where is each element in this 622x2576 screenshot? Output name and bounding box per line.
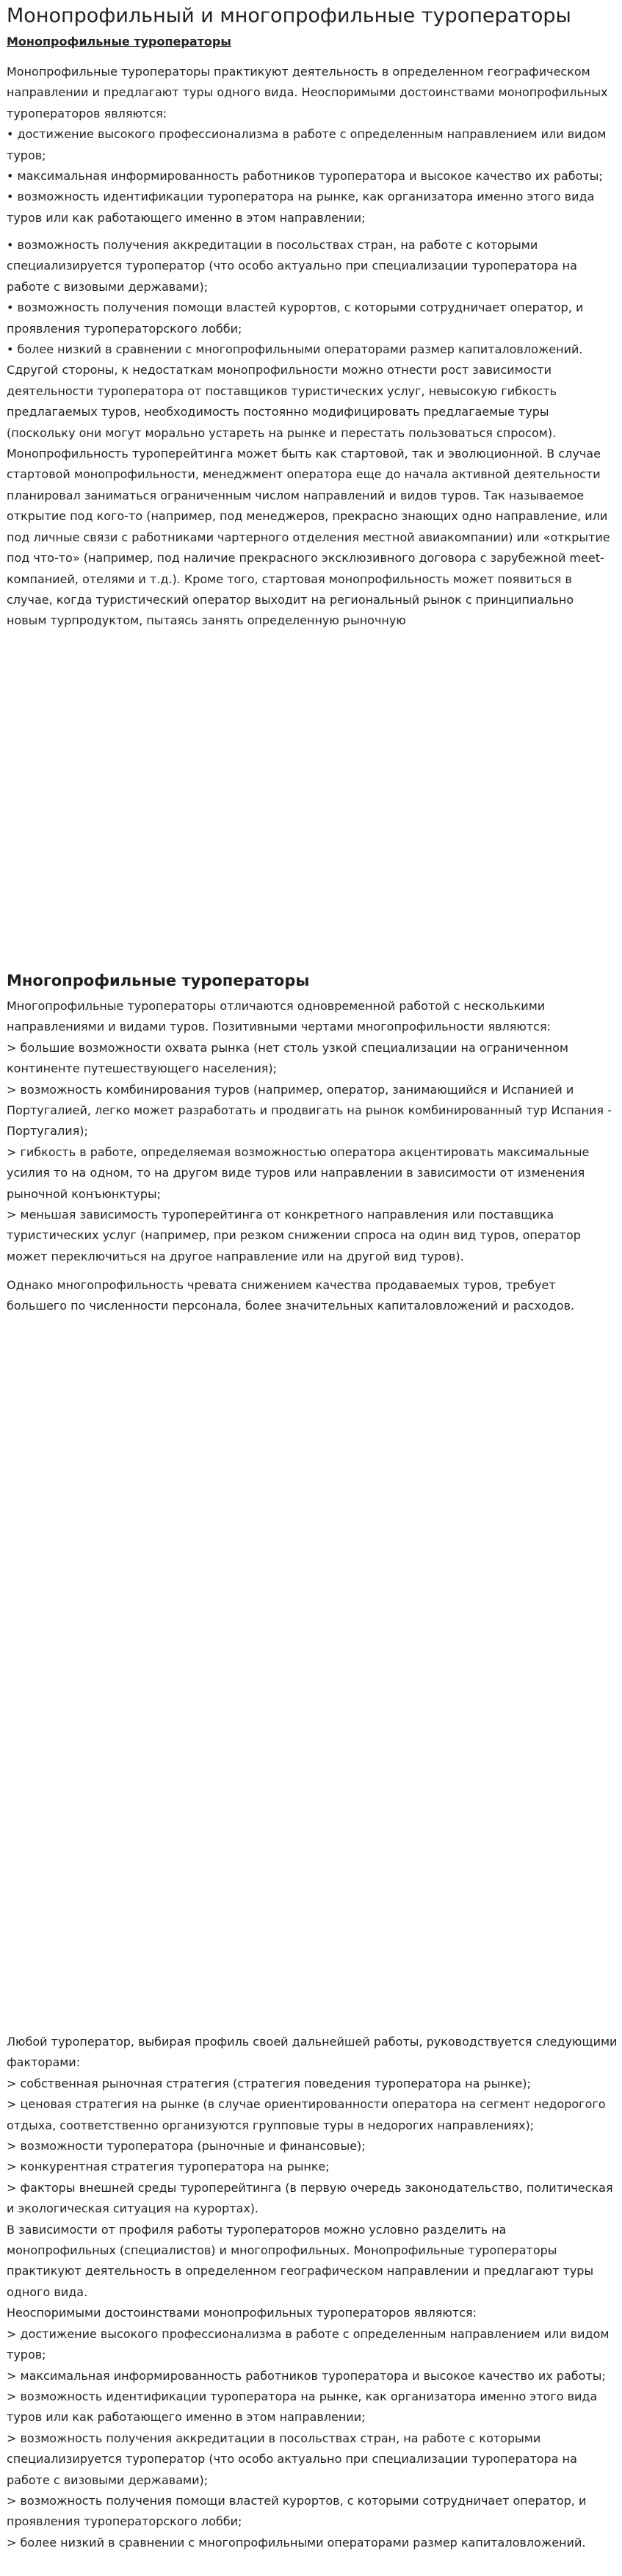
mono-details-paragraph [7,235,613,632]
text-line: новым турпродуктом, пытаясь занять определенную рыночную [7,613,406,628]
text-line: специализируется туроператор (что особо актуально при специализации туроператора на [7,259,577,273]
text-line: под личные связи с работниками чартерного отделения местной авиакомпании) или «открытие [7,530,610,544]
text-line: > возможность получения помощи властей курортов, с которыми сотрудничает оператор, и [7,2493,587,2508]
text-line: компанией, отелями и т.д.). Кроме того, стартовая монопрофильность может появиться в [7,571,572,586]
text-line: предлагаемых туров, необходимость постоянно модифицировать предлагаемые туры [7,405,549,419]
text-line: > максимальная информированность работников туроператора и высокое качество их работы; [7,2368,606,2383]
text-line: Любой туроператор, выбирая профиль своей дальнейшей работы, руководствуется следующими [7,2035,618,2049]
multi-paragraph [7,996,613,1267]
text-line: может переключиться на другое направление или на другой вид туров). [7,1249,464,1263]
text-line: проявления туроператорского лобби; [7,321,242,336]
text-line: монопрофильных (специалистов) и многопрофильных. Монопрофильные туроператоры [7,2243,557,2258]
multi-drawbacks-paragraph [7,1275,613,1317]
text-line: Неоспоримыми достоинствами монопрофильных туроператоров являются: [7,2306,477,2320]
text-line: практикуют деятельность в определенном географическом направлении и предлагают туры [7,2264,594,2279]
mono-intro-paragraph [7,62,613,228]
text-line: проявления туроператорского лобби; [7,2514,242,2529]
text-line: Монопрофильность туроперейтинга может быть как стартовой, так и эволюционной. В случае [7,447,601,461]
text-line: Португалией, легко может разработать и продвигать на рынок комбинированный тур Испания - [7,1103,612,1118]
text-line: деятельности туроператора от поставщиков туристических услуг, невысокую гибкость [7,383,557,398]
text-line: • возможность получения аккредитации в посольствах стран, на работе с которыми [7,238,538,252]
text-line: > гибкость в работе, определяемая возможностью оператора акцентировать максимальные [7,1144,590,1159]
text-line: > меньшая зависимость туроперейтинга от конкретного направления или поставщика [7,1208,554,1222]
text-line: > возможность получения аккредитации в посольствах стран, на работе с которыми [7,2431,541,2445]
text-line: большего по численности персонала, более значительных капиталовложений и расходов. [7,1299,575,1313]
text-line: туров или как работающего именно в этом направлении; [7,2410,366,2425]
text-line: одного вида. [7,2284,88,2299]
text-line: работе с визовыми державами); [7,279,209,294]
text-line: туроператоров являются: [7,106,167,120]
text-line: туров; [7,2348,46,2362]
text-line: • максимальная информированность работников туроператора и высокое качество их работы; [7,169,603,184]
text-line: отдыха, соответственно организуются групповые туры в недорогих направлениях); [7,2118,535,2132]
text-line: > возможность комбинирования туров (например, оператор, занимающийся и Испанией и [7,1082,574,1097]
text-line: рыночной конъюнктуры; [7,1186,162,1201]
text-line: > возможность идентификации туроператора на рынке, как организатора именно этого вида [7,2389,598,2403]
text-line: и экологическая ситуация на курортах). [7,2201,259,2216]
text-line: стартовой монопрофильности, менеджмент оператора еще до начала активной деятельности [7,467,601,482]
text-line: Многопрофильные туроператоры отличаются одновременной работой с несколькими [7,999,546,1013]
text-line: работе с визовыми державами); [7,2472,209,2487]
text-line: туристических услуг (например, при резком снижении спроса на один вид туров, оператор [7,1228,581,1243]
text-line: направлении и предлагают туры одного вида. Неоспоримыми достоинствами монопрофильных [7,85,608,100]
text-line: туров; [7,148,46,162]
text-line: Монопрофильные туроператоры практикуют деятельность в определенном географическом [7,65,590,79]
text-line: Однако многопрофильность чревата снижением качества продаваемых туров, требует [7,1278,556,1292]
text-line: > возможности туроператора (рыночные и финансовые); [7,2139,366,2154]
text-line: > ценовая стратегия на рынке (в случае ориентированности оператора на сегмент недорогого [7,2097,606,2112]
text-line: усилия то на одном, то на другом виде туров или направлении в зависимости от изменения [7,1166,585,1180]
text-line: (поскольку они могут морально устареть на рынке и перестать пользоваться спросом). [7,425,557,440]
text-line: • более низкий в сравнении с многопрофильными операторами размер капиталовложений. [7,342,583,357]
text-line: специализируется туроператор (что особо актуально при специализации туроператора на [7,2452,577,2467]
text-line: туров или как работающего именно в этом направлении; [7,210,366,225]
text-line: В зависимости от профиля работы туроператоров можно условно разделить на [7,2222,507,2237]
text-line: планировал заниматься ограниченным числом направлений и видов туров. Так называемое [7,488,585,502]
text-line: • возможность получения помощи властей курортов, с которыми сотрудничает оператор, и [7,300,584,315]
multi-heading: Многопрофильные туроператоры [7,972,310,989]
text-line: континенте путешествующего населения); [7,1061,277,1076]
profile-factors-paragraph [7,2032,618,2553]
text-line: > достижение высокого профессионализма в работе с определенным направлением или видом [7,2326,610,2341]
text-line: направлениями и видами туров. Позитивными чертами многопрофильности являются: [7,1020,551,1034]
text-line: > более низкий в сравнении с многопрофильными операторами размер капиталовложений. [7,2535,586,2550]
text-line: под что-то» (например, под наличие прекрасного эксклюзивного договора с зарубежной meet- [7,551,604,566]
text-line: Сдругой стороны, к недостаткам монопрофильности можно отнести рост зависимости [7,363,552,378]
text-line: случае, когда туристический оператор выходит на региональный рынок с принципиально [7,592,574,607]
text-line: > факторы внешней среды туроперейтинга (в первую очередь законодательство, политическая [7,2180,613,2195]
text-line: > большие возможности охвата рынка (нет столь узкой специализации на ограниченном [7,1040,568,1055]
text-line: • возможность идентификации туроператора на рынке, как организатора именно этого вида [7,190,595,204]
text-line: > конкурентная стратегия туроператора на рынке; [7,2160,330,2174]
mono-heading: Монопрофильные туроператоры [7,35,231,48]
page-title: Монопрофильный и многопрофильные туроператоры [7,4,571,27]
text-line: открытие под кого-то (например, под менеджеров, прекрасно знающих одно направление, или [7,509,608,524]
text-line: факторами: [7,2055,81,2070]
text-line: • достижение высокого профессионализма в работе с определенным направлением или видом [7,127,607,142]
text-line: > собственная рыночная стратегия (стратегия поведения туроператора на рынке); [7,2076,531,2090]
text-line: Португалия); [7,1124,88,1139]
